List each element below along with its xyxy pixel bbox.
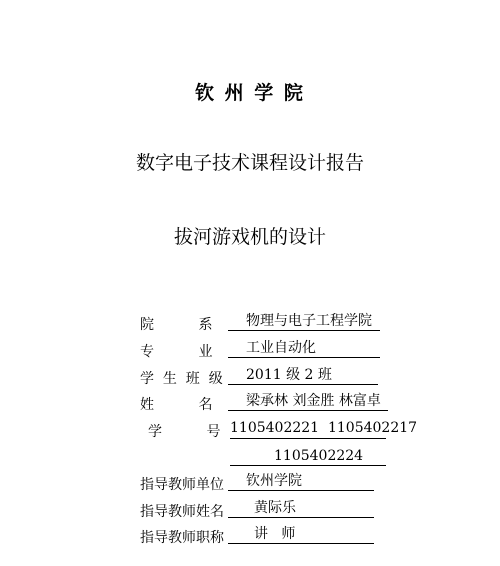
major-label: 专 业 bbox=[140, 344, 213, 360]
advisor-title-value: 讲 师 bbox=[228, 524, 374, 544]
name-label: 姓 名 bbox=[140, 397, 213, 413]
advisor-name-value: 黄际乐 bbox=[228, 498, 374, 518]
class-value: 2011 级 2 班 bbox=[228, 365, 378, 385]
student-id-value: 1105402221 1105402217 bbox=[230, 418, 386, 439]
student-id-label: 学 号 bbox=[148, 424, 221, 440]
class-label: 学 生 班 级 bbox=[140, 371, 223, 387]
school-name: 钦 州 学 院 bbox=[195, 82, 305, 104]
advisor-unit-label: 指导教师单位 bbox=[140, 477, 224, 493]
department-value: 物理与电子工程学院 bbox=[228, 311, 380, 331]
name-value: 梁承林 刘金胜 林富卓 bbox=[228, 391, 388, 411]
advisor-name-label: 指导教师姓名 bbox=[140, 504, 224, 520]
student-id-value-line2: 1105402224 bbox=[230, 446, 386, 466]
project-title: 拔河游戏机的设计 bbox=[173, 226, 326, 248]
department-label: 院 系 bbox=[140, 317, 213, 333]
advisor-title-label: 指导教师职称 bbox=[140, 530, 224, 546]
report-title: 数字电子技术课程设计报告 bbox=[135, 152, 364, 174]
advisor-unit-value: 钦州学院 bbox=[228, 471, 374, 491]
major-value: 工业自动化 bbox=[228, 338, 380, 358]
